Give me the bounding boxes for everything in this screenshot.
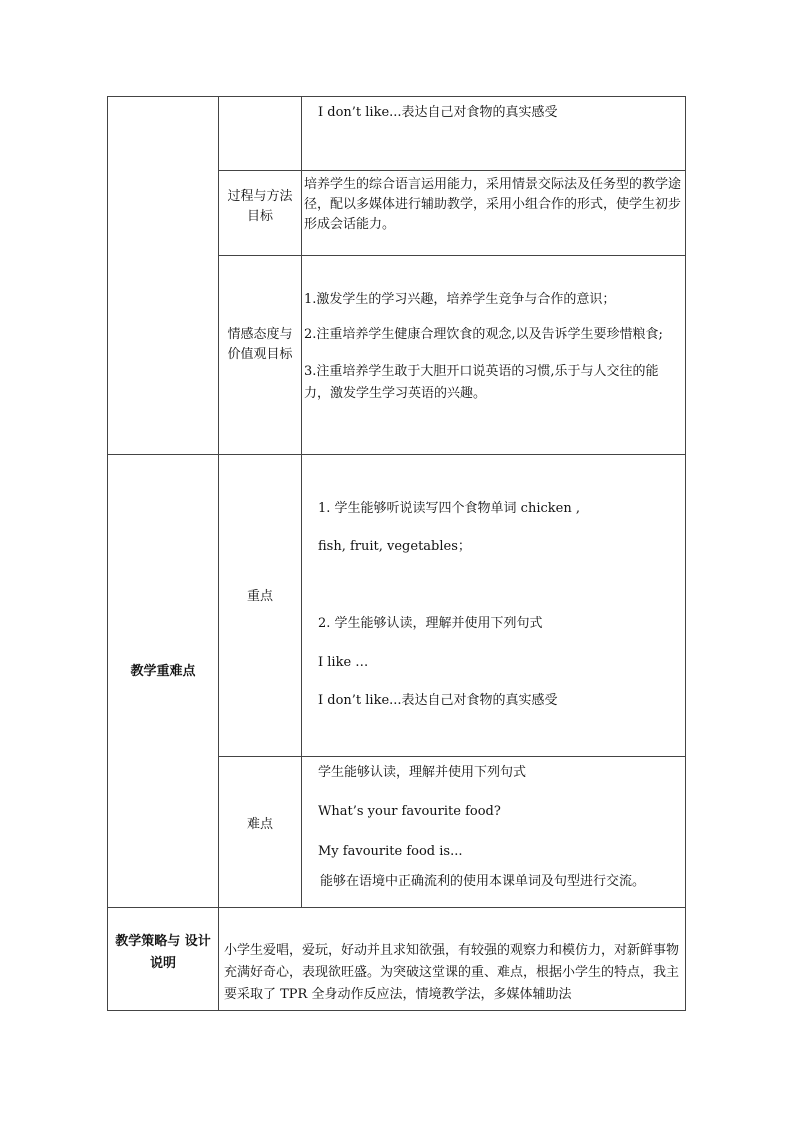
attitude-values-label: 情感态度与价值观目标 — [227, 327, 293, 362]
section-divider — [107, 907, 686, 908]
goal-text: I don’t like...表达自己对食物的真实感受 — [318, 105, 558, 120]
attitude-item-2: 2.注重培养学生健康合理饮食的观念,以及告诉学生要珍惜粮食; — [304, 327, 663, 342]
table-right-border — [685, 96, 686, 1011]
table-top-border — [107, 96, 686, 97]
difficulty-line-3: My favourite food is... — [318, 844, 463, 859]
row-divider — [218, 170, 686, 171]
focus-line-5: I don’t like...表达自己对食物的真实感受 — [318, 693, 558, 708]
column-divider — [301, 96, 302, 907]
process-method-label: 过程与方法目标 — [227, 189, 293, 224]
row-divider — [218, 255, 686, 256]
difficulty-line-2: What’s your favourite food? — [318, 804, 501, 819]
focus-line-1: 1. 学生能够听说读写四个食物单词 chicken , — [318, 501, 580, 516]
attitude-item-3: 3.注重培养学生敢于大胆开口说英语的习惯,乐于与人交往的能力，激发学生学习英语的兴趣。 — [304, 364, 659, 401]
attitude-item-1: 1.激发学生的学习兴趣，培养学生竞争与合作的意识； — [304, 292, 616, 307]
difficulty-line-1: 学生能够认读，理解并使用下列句式 — [318, 765, 527, 780]
strategy-content: 小学生爱唱，爱玩，好动并且求知欲强，有较强的观察力和模仿力，对新鲜事物充满好奇心，表现欲旺盛。为突破这堂课的重、难点，根据小学生的特点，我主要采取了 TPR 全身动作反应法，情境教学法，多媒体辅助法 — [224, 943, 680, 1002]
strategy-label: 教学策略与 设计说明 — [115, 934, 211, 971]
process-method-content: 培养学生的综合语言运用能力，采用情景交际法及任务型的教学途径，配以多媒体进行辅助教学，采用小组合作的形式，使学生初步形成会话能力。 — [304, 177, 682, 232]
table-bottom-border — [107, 1010, 686, 1011]
section-divider — [107, 454, 686, 455]
focus-label: 重点 — [246, 589, 273, 604]
focus-line-3: 2. 学生能够认读，理解并使用下列句式 — [318, 616, 543, 631]
row-divider — [218, 756, 686, 757]
focus-line-4: I like … — [318, 655, 369, 670]
difficulty-line-4: 能够在语境中正确流利的使用本课单词及句型进行交流。 — [320, 874, 646, 889]
difficulty-label: 难点 — [246, 817, 273, 832]
table-left-border — [107, 96, 108, 1011]
focus-line-2: fish, fruit, vegetables； — [318, 539, 471, 554]
section-label-key-difficult: 教学重难点 — [130, 664, 196, 679]
column-divider — [218, 96, 219, 1011]
